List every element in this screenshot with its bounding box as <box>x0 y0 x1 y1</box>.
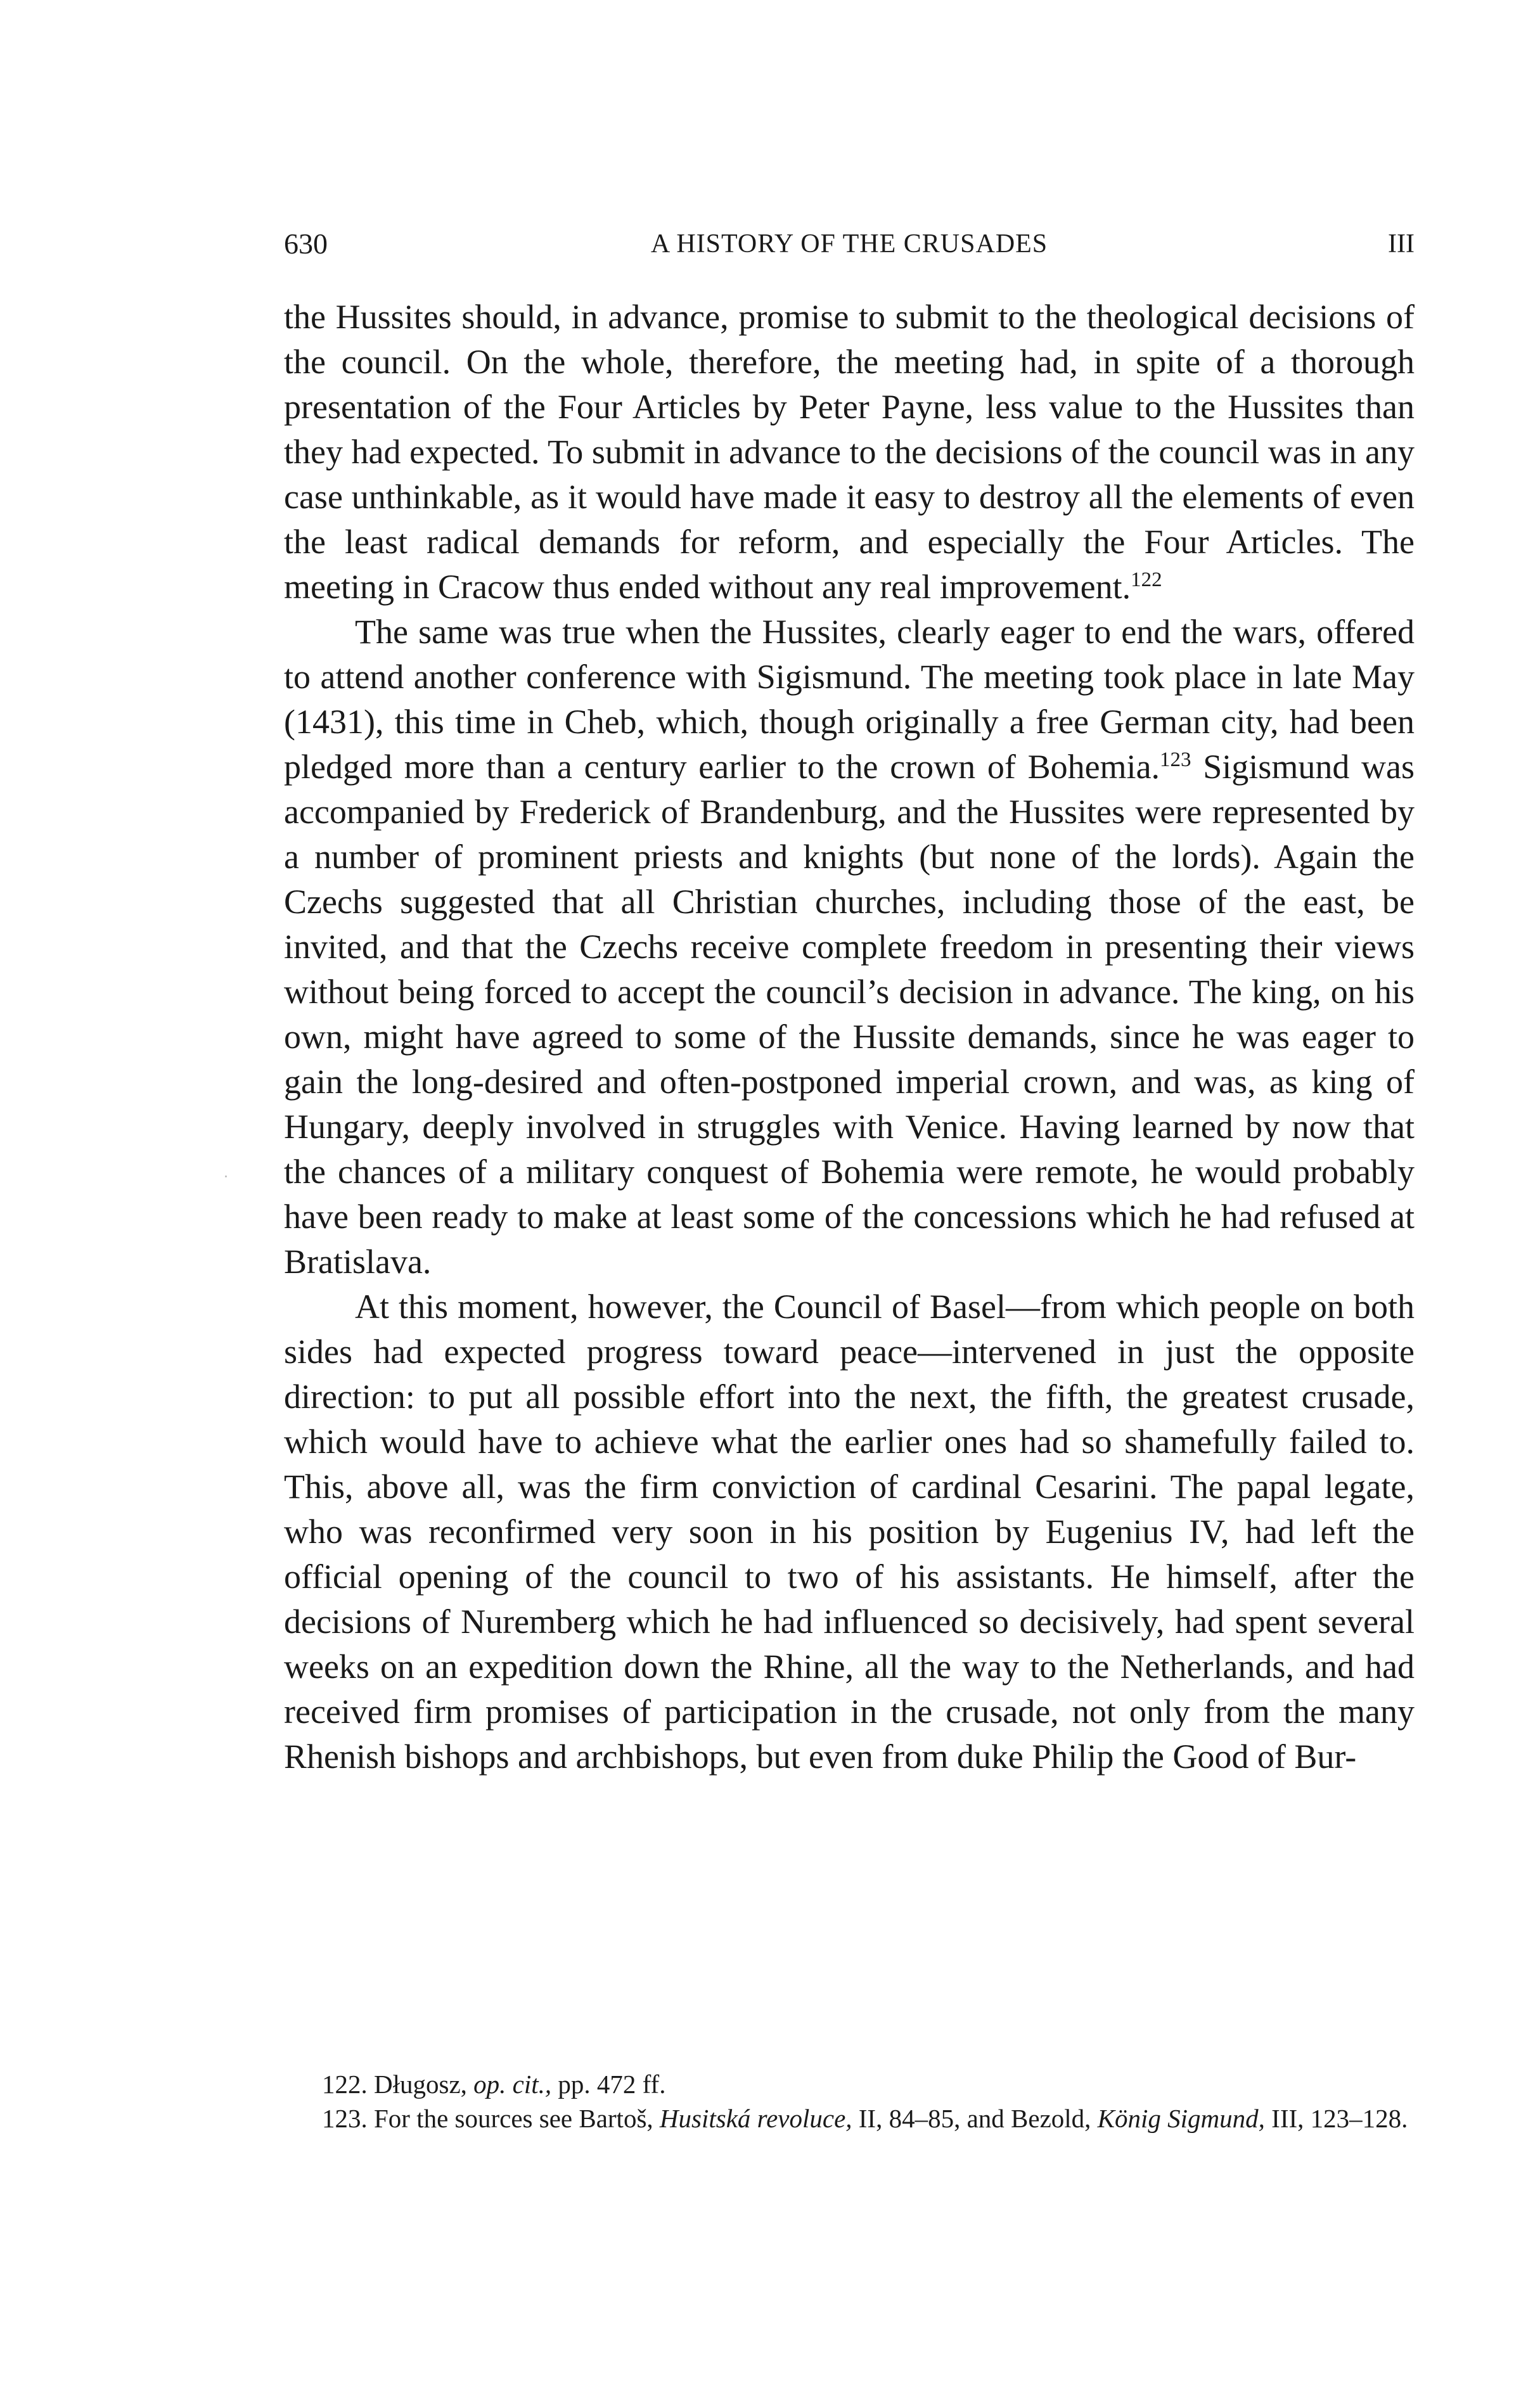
paragraph-1-text: the Hussites should, in advance, promise to submit to the theological decisions of the council. On the whole, therefore, the meeting had, in spite of a thorough presentation of the Four Articles by Peter Payne, less value to the Hussites than they had expected. To submit in advance to the decisions of the council was in any case unthinkable, as it would have made it easy to destroy all the elements of even the least radical demands for reform, and especially the Four Articles. The meeting in Cracow thus ended without any real improvement. <box>284 298 1415 606</box>
footnote-123-work-1: Husitská revoluce, <box>659 2104 852 2133</box>
footnote-122-number: 122. <box>322 2070 368 2099</box>
footnote-123-number: 123. <box>322 2104 368 2133</box>
footnote-122-pages: pp. 472 ff. <box>558 2070 666 2099</box>
page-header <box>284 225 1415 263</box>
footnote-123-mid: II, 84–85, and Bezold, <box>858 2104 1091 2133</box>
footnote-123-lead: For the sources see Bartoš, <box>374 2104 653 2133</box>
paragraph-1 <box>284 295 1415 610</box>
volume-number: III <box>1388 229 1415 259</box>
footnote-123 <box>284 2101 1415 2136</box>
paragraph-3 <box>284 1284 1415 1779</box>
paragraph-2-text-b: Sigismund was accompanied by Frederick of Brandenburg, and the Hussites were represented by a number of prominent priests and knights (but none of the lords). Again the Czechs suggested that all Christian churches, including those of the east, be invited, and that the Czechs receive complete freedom in presenting their views without being forced to accept the council’s decision in advance. The king, on his own, might have agreed to some of the Hussite demands, since he was eager to gain the long-desired and often-postponed imperial crown, and was, as king of Hungary, deeply involved in struggles with Venice. Having learned by now that the chances of a military conquest of Bohemia were remote, he would probably have been ready to make at least some of the concessions which he had refused at Bratislava. <box>284 748 1415 1281</box>
footnote-122 <box>284 2067 1415 2101</box>
page-number: 630 <box>284 227 328 260</box>
footnote-123-tail: III, 123–128. <box>1271 2104 1408 2133</box>
footnote-122-ref: op. cit., <box>473 2070 552 2099</box>
footnote-122-author: Długosz, <box>374 2070 467 2099</box>
paragraph-3-text: At this moment, however, the Council of Basel—from which people on both sides had expected progress toward peace—intervened in just the opposite direction: to put all possible effort into the next, the fifth, the greatest crusade, which would have to achieve what the earlier ones had so shamefully failed to. This, above all, was the firm conviction of cardinal Cesarini. The papal legate, who was reconfirmed very soon in his position by Eugenius IV, had left the official opening of the council to two of his assistants. He himself, after the decisions of Nuremberg which he had influenced so decisively, had spent several weeks on an expedition down the Rhine, all the way to the Netherlands, and had received firm promises of participation in the crusade, not only from the many Rhenish bishops and archbishops, but even from duke Philip the Good of Bur- <box>284 1288 1415 1776</box>
main-text <box>284 295 1415 1779</box>
footnote-123-work-2: König Sigmund, <box>1097 2104 1265 2133</box>
paragraph-2-text-a: The same was true when the Hussites, clearly eager to end the wars, offered to attend another conference with Sigismund. The meeting took place in late May (1431), this time in Cheb, which, though originally a free German city, had been pledged more than a century earlier to the crown of Bohemia. <box>284 613 1415 786</box>
scan-speck <box>225 1175 227 1177</box>
footnote-ref-123: 123 <box>1160 748 1191 771</box>
footnote-ref-122: 122 <box>1131 568 1162 591</box>
footnotes <box>284 2067 1415 2136</box>
running-head: A HISTORY OF THE CRUSADES <box>650 229 1048 259</box>
paragraph-2 <box>284 610 1415 1284</box>
